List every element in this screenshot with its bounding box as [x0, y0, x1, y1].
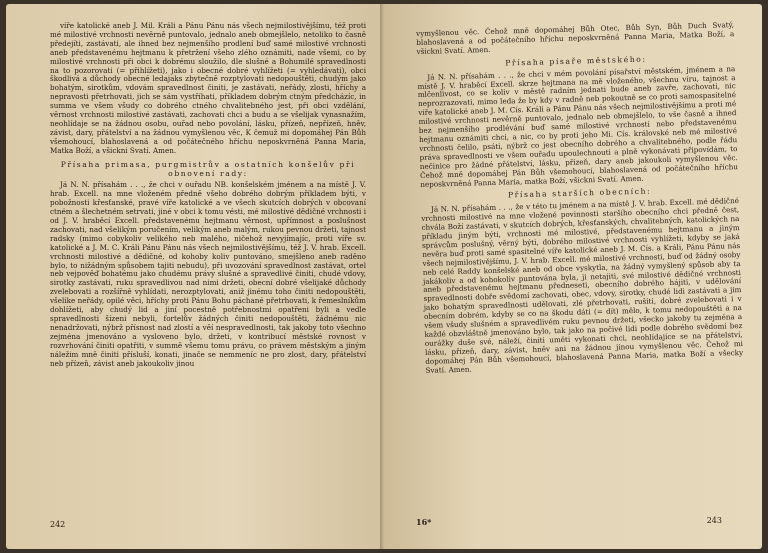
right-paragraph-1: vymyšlenou věc. Čehož mně dopomáhej Bůh Otec, Bůh Syn, Bůh Duch Svatý, blahoslavená a od počátečního hříchu neposkvrněná Panna Maria, Matka Boží, a všickni Svatí. Amen.: [415, 20, 735, 56]
right-paragraph-3: Já N. N. přísahám . . ., že v této tu jménem a na místě J. V. hrab. Excell. mé dědičné vrchnosti milostivé na mne vložené povinnosti staršího obecního chci předně čest, chvála Boží zastávati, v skutcích dobrých, křesťanských, chvalitebných, katolických na příkladu jiným býti, vrchnosti mé milostivé, představenému hejtmanu a jiným správcům poslušný, věrný býti, dobrého milostivé vrchnosti vyhlížeti, kdyby se jaká nevěra buď proti samé spasitelné víře katolické aneb J. M. Cís. a Králi, Pánu Pánu nás všech nejmilostivějšímu, J. V. hrab. Excell. mé milostivé vrchnosti, buď od žádný osoby neb celé Raddy konšelské aneb od obce vyskytla, na žádný vymyšlený spůsob aby ta jakákoliv a od kohokoliv puntována byla, ji netajiti, své milostivé dědičné vrchnosti aneb představenému hejtmanu předneseti, obecního dobrého hájiti, v udělování spravedlnosti dobře svědomí zachovati, obec, vdovy, sirotky, chudé lidi zastávati a jim jako bohatým spravedlnosti udělovati, zlé přetrhovati, rušiti, dobré zvelebovati i v obecním dobrém, kdyby se co na škodu dáti (= dít) mělo, k tomu nedopouštěti a na všem všudy slušném a spravedlivém ruku pevnou držeti, všecko jakoby tu zejména a každé obzvláštně jmenováno bylo, tak jako na počivé lidi podle dobrého svědomí bez ourážky duše své, náleží, činiti uměti vykonati chci, neohlídajíce se na přátelství, lásku, přízeň, dary, závist, hněv ani na žádnou jinou vymyšlenou věc. Čehož mi dopomáhej Pán Bůh všemohoucí, blahoslavená Panna Maria, matka Boží a všecky Svatí. Amen.: [421, 196, 744, 375]
left-page-text: [50, 22, 366, 370]
left-heading-primas-oath: Přísaha primasa, purgmistrův a ostatních konšelův při obnovení rady:: [60, 159, 356, 178]
left-page: [6, 4, 384, 549]
right-page: [384, 4, 762, 549]
left-page-number: 242: [50, 520, 66, 529]
right-page-text: [416, 21, 744, 377]
right-paragraph-2: Já N. N. přísahám . . ., že chci v mém povolání písařství městském, jménem a na místě J. V. hraběcí Excell. skrze hejtmana na mě vloženého, všechnu víru, tajnost a mlčenlivost, co se koliv v městě radním jednati bude aneb zavře, zachovati, nic neprozrazovati, mimo leda že by kdy v radně neb pokoutně se co proti samospasitelné víře katolické aneb J. M. Cís. Králi a Pánu Pánu nás všech nejmilostivějšímu a proti mé milostivé vrchnosti nevěrně puntovalo, jednalo neb obmejšlelo, to vše časně a ihned bez nejmenšího prodlévání buď samé milostivé vrchnosti nebo představenému hejtmanu oznámiti chci, a nic, co by proti jeho Mi. Cís. královské neb mé milostivé vrchnosti čelilo, psáti, nýbrž co jest obecního dobrého a chvalitebného, podle řádu práva spravedlnosti ve všem ouřadu upoulechnouti a plně vykonávati připovídám, to nečinice pro žádné přátelství, lásku, přízeň, dary aneb jakoukoli vymyšlenou věc. Čehož mně dopomáhej Pán Bůh všemohoucí, blahoslavená od počátečního hříchu neposkvrněná Panna Maria, matka Boží, všickni Svatí. Amen.: [417, 63, 739, 189]
left-paragraph-2: Já N. N. přísahám . . ., že chci v ouřadu NB. konšelském jménem a na místě J. V. hrab. Excell. na mne vloženém předně všeho dobrého dobrým příkladem býti, v pobožnosti křesťanské, pravé víře katolické a ve všech skutcích dobrých v obcovaní ctném a šlechetném setrvati, jiné v obci k tomu vésti, mé milostivé dědičné vrchnosti i od J. V. hraběcí Excell. představenému hejtmanu věrnost, upřímnost a poslušnost zachovati, nad všelikým poručením, velikým aneb malým, rukou pevnou držeti, tajnost radsky (mimo cobykoliv velikého neb malého, ničehož nevyjímajíc, proti víře sv. katolické a J. M. C. Králi Pánu Pánu nás všech nejmilostivějšímu, též J. V. hrab. Excell. vrchnosti milostivé a dědičné, od kohoby koliv puntováno, smejšleno aneb raděno bylo, to nižádným spůsobem tajiti nebudu), při uvozování spravedlnost zastávat, ortel neb vejpověď bohatému jako chudému právy slušné a spravedlivé činiti, chudé vdovy, sirotky zastávati, ruku spravedlivou nad nimi držeti, obecní dobré všelijaké důchody zvelebovati a rozšířně vyhlídati, nerozptylovati, aniž jinému toho činiti nedopouštěti, všelike neřády, opilé věci, hříchy proti Pánu Bohu páchané přetrhovati, k řemeslníkům dohlížeti, aby chudý lid a jiní pocestně potřebnostmi opatřeni byli a vedle spravedlnosti šízeni nebyli, fortelův žádných činiti nedopouštěti, žádnému nic nenadržovati, nýbrž přísnost nad zlostí a věí nespravedlnosti, tak jakoby toto všechno zejména jmenováno a vysloveno bylo, držeti, v kontribucí městské rovnost v rozvrhování činiti opatřiti, v summě všemu tomu právu, co právem městským a jiným náležim mně činiti přísluší, konati, jinače se nemmeníc ne pro zlost, dary, přátelství neb přízeň, závist aneb jakoukoliv jinou: [50, 180, 366, 368]
left-paragraph-1: víře katolické aneb J. Mil. Králi a Pánu Pánu nás všech nejmilostivějšímu, též proti mé milostivé vrchnosti nevěrně puntovalo, jednalo aneb obmejšlelo, netoliko to časně předejíti, zastávati, ale ihned bez nejmenšího prodlení buď samé milostivé vrchnosti aneb představenému hejtmanu k přetržení všeho zlého oznámiti, nade všemi, co by milostivé vrchnosti při obci k dobrému sloužilo, dle slušné a Bohumilé spravedlnosti na to pozorovati (= přihlížeti), jako i obecné dobré vyhlížeti (= vyhledávati), obci škodlivá a důchody obecné ledajaks zbytečně rozptylovati nedopouštěti, chudým jako bohatým, sirotkům, vdovám spravedlnost činiti, je zastávati, neřády, zlosti, hříchy a nepravosti přetrhovati, jich se sám vystříhati, příkladem dobrým ctným předcházíc, in summa ve všem všudy co dobrého ctného chvalitebného jest, při obci vzdělání, věrnost vrchnosti milostivé zastávati, zachovati chci a budu a se všelijak vynasnažím, neohlídaje se na žádnou osobu, ouřad nebo povolání, lásku, přízeň, nepřízeň, hněv, závist, dary, přátelství a na žádnou vymyšlenou věc, K čemuž mi dopomáhej Pán Bůh všemohoucí, blahoslavená a od počátečného hříchu neposkvrněná Panna Maria, Matka Boží, a všickni Svatí. Amen.: [50, 21, 366, 155]
right-heading-elders-oath: Přísaha starších obecních:: [507, 186, 652, 200]
right-heading-scribe-oath: Přísaha písaře městského:: [505, 54, 647, 68]
right-page-number: 243: [706, 516, 722, 525]
signature-mark: 16*: [416, 517, 432, 527]
